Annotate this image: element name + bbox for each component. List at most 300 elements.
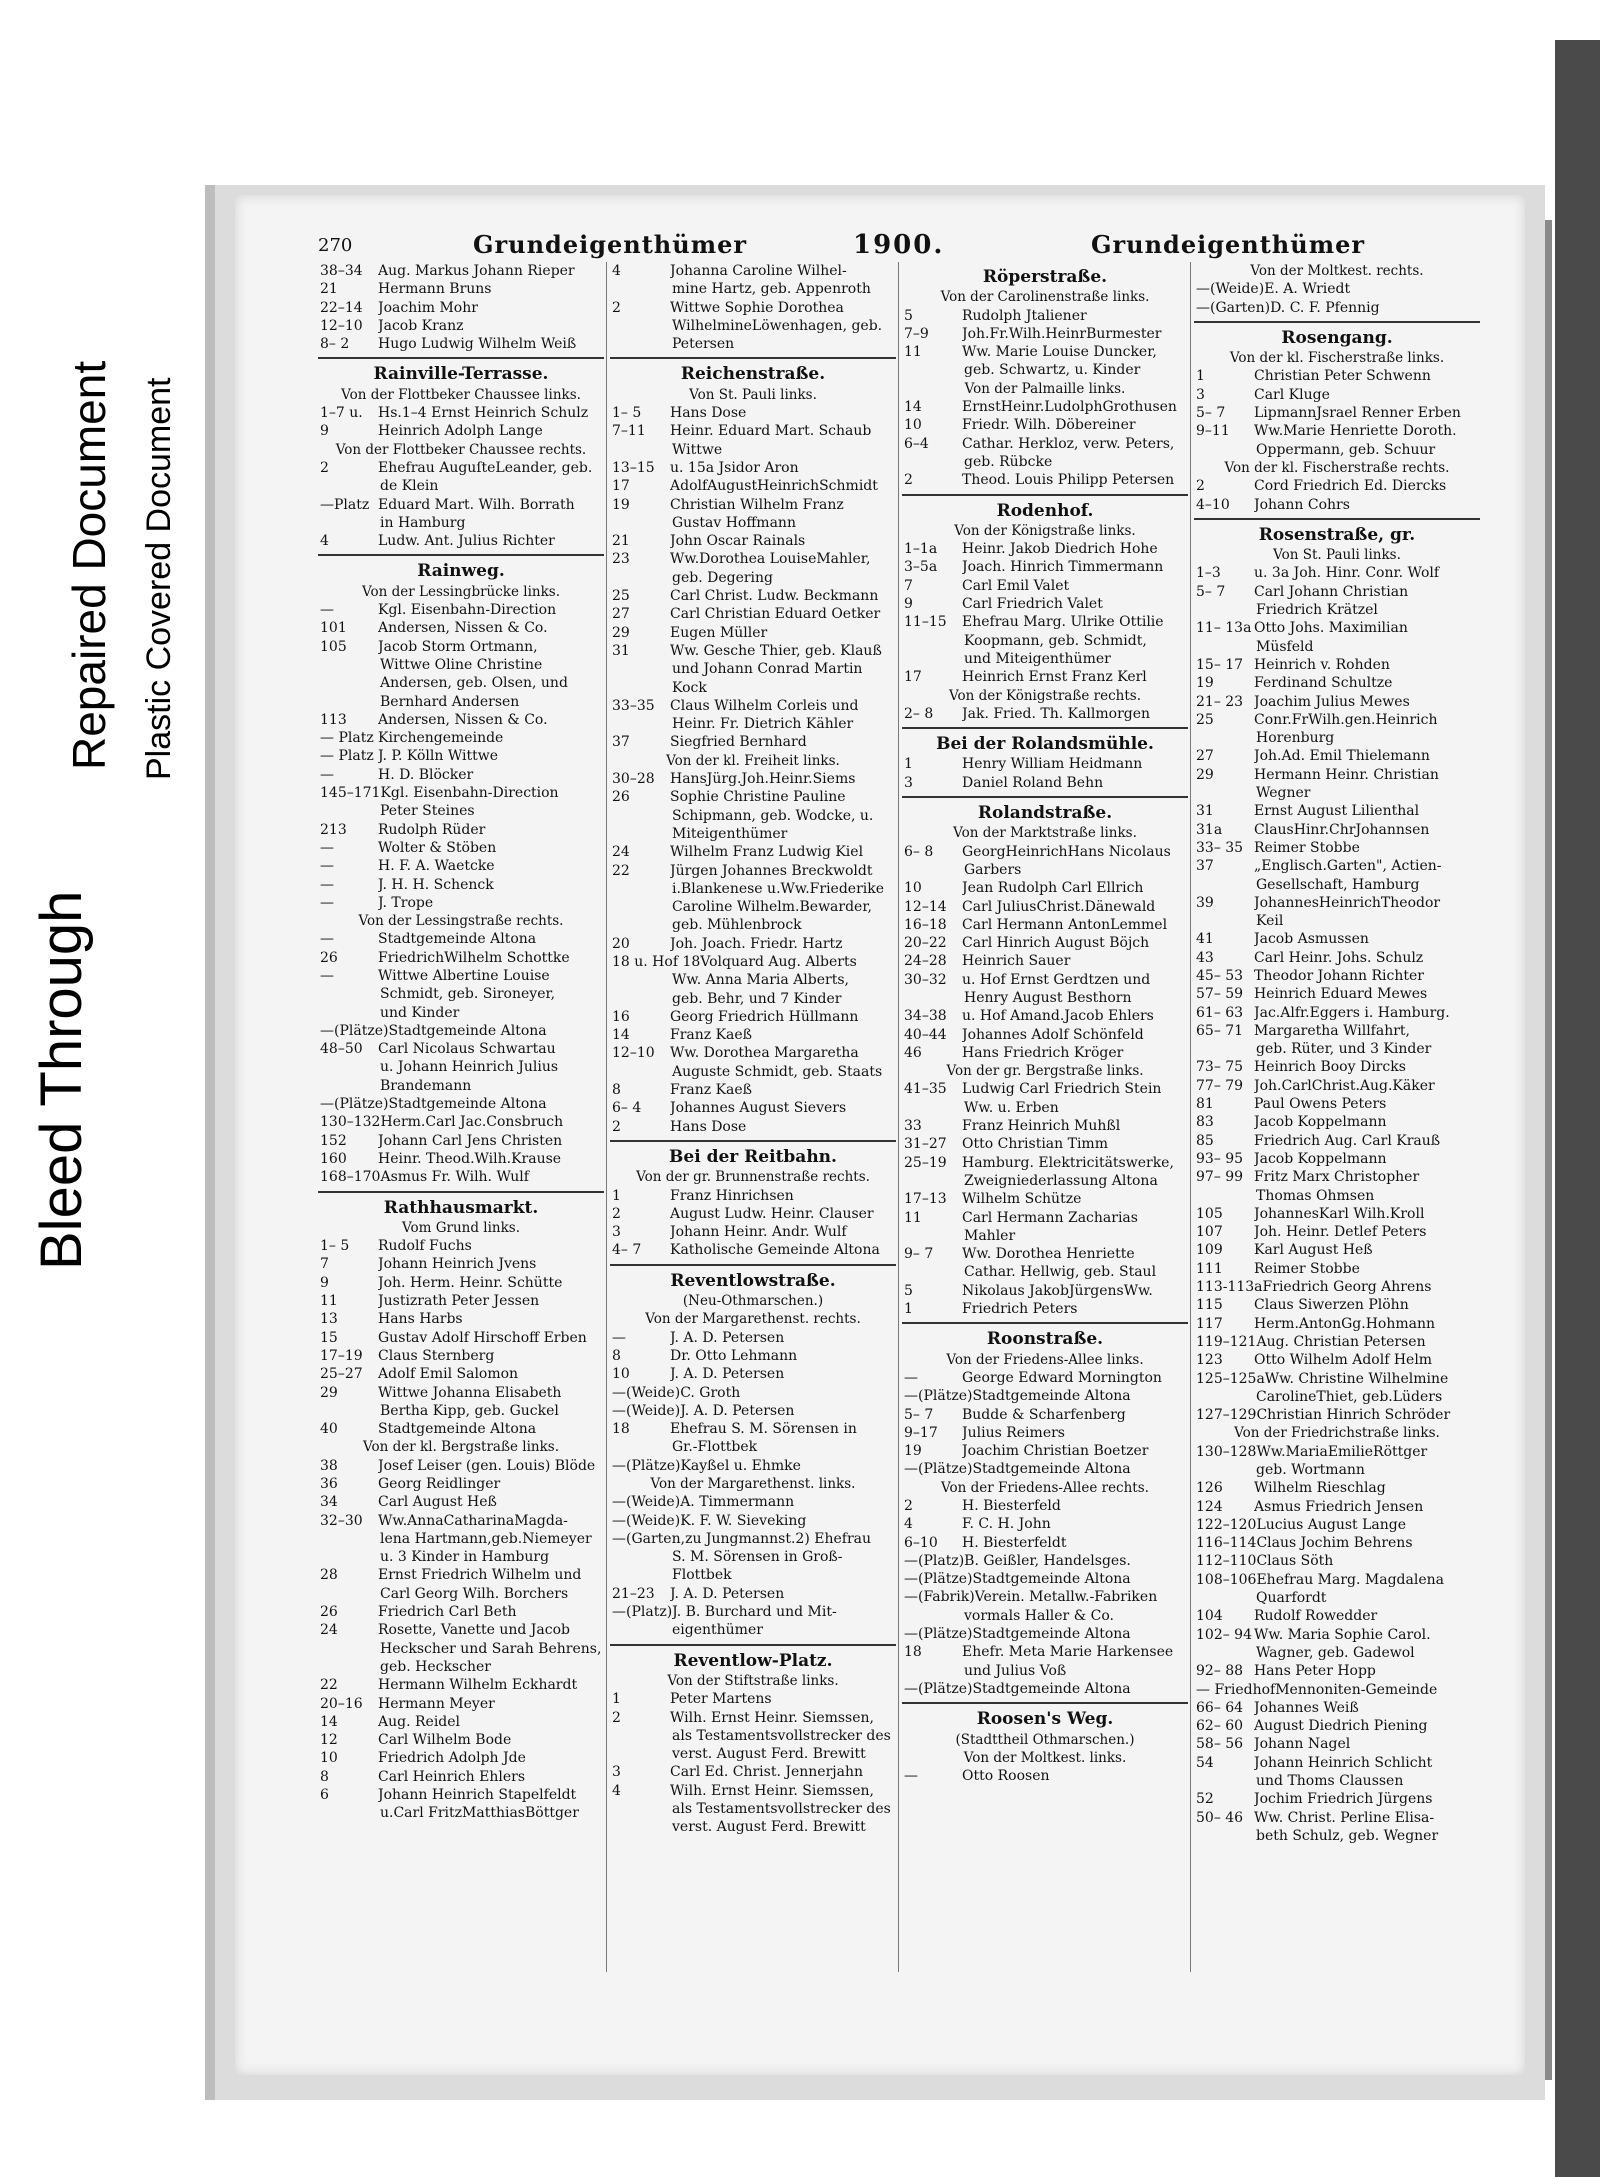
owner-entry	[902, 1282, 1188, 1300]
house-number: 9	[320, 423, 329, 440]
section-rule	[318, 1191, 604, 1193]
owner-name: A. Timmermann	[680, 1494, 795, 1511]
owner-name: Kirchengemeinde	[378, 730, 504, 747]
house-number: 2	[612, 1118, 621, 1135]
owner-name: Christian Wilhelm Franz	[670, 496, 844, 513]
house-number: 10	[320, 1750, 338, 1767]
owner-entry	[1194, 1735, 1480, 1753]
owner-entry	[318, 784, 604, 802]
house-number: 130–132	[320, 1114, 381, 1131]
owner-entry	[902, 1424, 1188, 1442]
entry-continuation: geb. Rüter, und 3 Kinder	[1256, 1041, 1432, 1058]
owner-name: Ww.AnnaCatharinaMagda-	[378, 1512, 568, 1529]
owner-entry	[902, 1497, 1188, 1515]
owner-name: Dr. Otto Lehmann	[670, 1347, 798, 1364]
owner-entry	[902, 755, 1188, 773]
owner-entry	[610, 587, 896, 605]
owner-name: Johann Heinrich Jvens	[378, 1256, 537, 1273]
column-1	[318, 262, 604, 1823]
house-number: 31–27	[904, 1136, 947, 1153]
house-number: —(Weide)	[612, 1494, 681, 1511]
owner-name: H. F. A. Waetcke	[378, 858, 495, 875]
entry-continuation: u. Johann Heinrich Julius	[380, 1059, 559, 1076]
owner-entry	[902, 325, 1188, 343]
owner-entry	[902, 540, 1188, 558]
label-repaired-document: Repaired Document	[63, 360, 115, 770]
owner-entry	[1194, 1626, 1480, 1644]
owner-entry	[902, 471, 1188, 489]
owner-name: Friedrich Carl Beth	[378, 1604, 517, 1621]
entry-continuation: Henry August Besthorn	[964, 989, 1132, 1006]
house-number: 25–27	[320, 1366, 363, 1383]
house-number: —(Weide)	[1196, 281, 1265, 298]
entry-continuation: Miteigenthümer	[672, 825, 788, 842]
owner-entry	[610, 404, 896, 422]
owner-name: Wilh. Ernst Heinr. Siemssen,	[670, 1782, 874, 1799]
owner-name: Adolf Emil Salomon	[378, 1366, 519, 1383]
house-number: 10	[904, 417, 922, 434]
owner-name: Jochim Friedrich Jürgens	[1254, 1791, 1433, 1808]
owner-entry	[902, 343, 1188, 361]
house-number: 9– 7	[904, 1246, 934, 1263]
owner-name: Kayßel u. Ehmke	[680, 1457, 801, 1474]
owner-entry	[1194, 280, 1480, 298]
owner-name: Jak. Fried. Th. Kallmorgen	[962, 705, 1151, 722]
owner-name: Margaretha Willfahrt,	[1254, 1022, 1410, 1039]
owner-entry	[318, 1749, 604, 1767]
owner-entry	[318, 638, 604, 656]
house-number: 1– 5	[612, 405, 642, 422]
owner-name: Franz Hinrichsen	[670, 1187, 794, 1204]
owner-entry	[902, 613, 1188, 631]
house-number: —	[320, 602, 334, 619]
owner-name: Joh.Ad. Emil Thielemann	[1254, 748, 1430, 765]
house-number: 41	[1196, 931, 1214, 948]
owner-entry	[610, 1099, 896, 1117]
owner-name: J. H. H. Schenck	[378, 876, 494, 893]
owner-name: Heinrich Sauer	[962, 953, 1071, 970]
owner-name: J. A. D. Petersen	[670, 1329, 785, 1346]
house-number: 1–7 u.	[320, 405, 363, 422]
house-number: 16–18	[904, 916, 947, 933]
owner-entry	[610, 1585, 896, 1603]
owner-entry	[1194, 949, 1480, 967]
owner-name: Julius Reimers	[962, 1424, 1065, 1441]
owner-name: Hermann Bruns	[378, 281, 492, 298]
owner-name: Johannes August Sievers	[670, 1100, 847, 1117]
owner-entry	[1194, 1699, 1480, 1717]
owner-name: Hermann Meyer	[378, 1695, 495, 1712]
owner-name: Carl JuliusChrist.Dänewald	[962, 898, 1156, 915]
owner-name: Mennoniten-Gemeinde	[1275, 1681, 1438, 1698]
owner-entry	[902, 595, 1188, 613]
entry-continuation: vormals Haller & Co.	[964, 1607, 1114, 1624]
house-number: —(Plätze)	[320, 1022, 389, 1039]
section-subheading: Von der Flottbeker Chaussee links.	[341, 386, 581, 403]
owner-name: H. D. Blöcker	[378, 766, 474, 783]
owner-entry	[1194, 299, 1480, 317]
owner-name: Herm.AntonGg.Hohmann	[1254, 1315, 1436, 1332]
owner-entry	[1194, 1168, 1480, 1186]
owner-name: Jean Rudolph Carl Ellrich	[962, 880, 1144, 897]
owner-entry	[318, 1603, 604, 1621]
street-heading: Roosen's Weg.	[976, 1709, 1114, 1730]
column-divider	[1190, 262, 1191, 1972]
owner-entry	[902, 435, 1188, 453]
entry-continuation: S. M. Sörensen in Groß-	[672, 1549, 843, 1566]
house-number: 31	[1196, 803, 1214, 820]
owner-name: Heinr. Theod.Wilh.Krause	[378, 1150, 562, 1167]
owner-entry	[1194, 839, 1480, 857]
owner-entry	[1194, 656, 1480, 674]
house-number: 38–34	[320, 263, 363, 279]
owner-name: u. 15a Jsidor Aron	[670, 459, 799, 476]
section-subheading: Von der Friedens-Allee links.	[946, 1351, 1144, 1368]
owner-name: H. Biesterfeld	[962, 1498, 1061, 1514]
house-number: 105	[1196, 1205, 1223, 1222]
house-number: 33–35	[612, 697, 655, 714]
owner-entry	[902, 1767, 1188, 1785]
owner-name: Jacob Storm Ortmann,	[378, 638, 538, 655]
owner-entry	[902, 1515, 1188, 1533]
owner-entry	[318, 821, 604, 839]
house-number: 119–121	[1196, 1333, 1257, 1350]
entry-continuation: und Kinder	[380, 1004, 460, 1021]
entry-continuation: Bertha Kipp, geb. Guckel	[380, 1402, 559, 1419]
house-number: 19	[904, 1443, 922, 1460]
owner-entry	[902, 952, 1188, 970]
house-number: 14	[904, 399, 922, 416]
owner-name: Johann Nagel	[1254, 1736, 1351, 1753]
house-number: —(Plätze)	[904, 1571, 973, 1588]
owner-name: Georg Friedrich Hüllmann	[670, 1008, 859, 1025]
house-number: 2	[904, 1498, 913, 1514]
house-number: 40–44	[904, 1026, 947, 1043]
house-number: —(Weide)	[612, 1512, 681, 1529]
house-number: 39	[1196, 894, 1214, 911]
house-number: 43	[1196, 949, 1214, 966]
column-divider	[898, 262, 899, 1972]
owner-name: Ww. Christine Wilhelmine	[1264, 1370, 1449, 1387]
owner-entry	[610, 862, 896, 880]
owner-entry	[318, 1493, 604, 1511]
entry-continuation: Petersen	[672, 336, 735, 353]
entry-continuation: Kock	[672, 679, 707, 696]
house-number: 92– 88	[1196, 1663, 1244, 1680]
owner-entry	[902, 416, 1188, 434]
owner-name: Hans Friedrich Kröger	[962, 1044, 1124, 1061]
owner-name: Kgl. Eisenbahn-Direction	[378, 602, 557, 619]
house-number: 11–15	[904, 614, 947, 631]
owner-name: Joachim Christian Boetzer	[962, 1443, 1149, 1460]
entry-continuation: geb. Schwartz, u. Kinder	[964, 362, 1141, 379]
owner-entry	[1194, 1717, 1480, 1735]
owner-name: Carl Wilhelm Bode	[378, 1732, 512, 1749]
section-rule	[318, 554, 604, 556]
owner-name: Hans Peter Hopp	[1254, 1663, 1376, 1680]
house-number: 130–128	[1196, 1443, 1257, 1460]
house-number: 115	[1196, 1297, 1223, 1314]
owner-entry	[318, 1095, 604, 1113]
owner-entry	[318, 601, 604, 619]
owner-name: Jac.Alfr.Eggers i. Hamburg.	[1254, 1004, 1450, 1021]
section-rule	[1194, 518, 1480, 520]
house-number: 41–35	[904, 1081, 947, 1098]
owner-entry	[610, 459, 896, 477]
house-number: 111	[1196, 1260, 1223, 1277]
owner-entry	[610, 1187, 896, 1205]
house-number: 20–22	[904, 935, 947, 952]
house-number: 3–5a	[904, 559, 938, 576]
owner-entry	[1194, 1479, 1480, 1497]
house-number: 20	[612, 935, 630, 952]
owner-name: Wilhelm Rieschlag	[1254, 1480, 1386, 1497]
entry-continuation: Oppermann, geb. Schuur	[1256, 441, 1436, 458]
owner-name: Herm.Carl Jac.Consbruch	[380, 1114, 564, 1131]
owner-entry	[1194, 1406, 1480, 1424]
section-subheading: (Neu-Othmarschen.)	[682, 1293, 824, 1310]
owner-name: Josef Leiser (gen. Louis) Blöde	[378, 1457, 596, 1474]
owner-name: Cord Friedrich Ed. Diercks	[1254, 478, 1447, 495]
house-number: 8	[612, 1347, 621, 1364]
owner-entry	[1194, 386, 1480, 404]
house-number: 6–10	[904, 1534, 938, 1551]
owner-name: J. A. D. Petersen	[670, 1585, 785, 1602]
owner-name: Franz Kaeß	[670, 1082, 753, 1099]
house-number: —(Plätze)	[904, 1388, 973, 1405]
house-number: 5– 7	[904, 1406, 934, 1423]
entry-continuation: Heckscher und Sarah Behrens,	[380, 1640, 602, 1657]
owner-entry	[610, 1690, 896, 1708]
owner-name: Cathar. Herkloz, verw. Peters,	[962, 435, 1175, 452]
owner-name: Carl Nicolaus Schwartau	[378, 1041, 556, 1058]
owner-entry	[1194, 930, 1480, 948]
house-number: 1	[612, 1187, 621, 1204]
label-bleed-through: Bleed Through	[29, 890, 94, 1270]
owner-name: Ferdinand Schultze	[1254, 675, 1393, 692]
entry-continuation: Quarfordt	[1256, 1590, 1327, 1607]
owner-name: Stadtgemeinde Altona	[972, 1461, 1131, 1478]
owner-name: Stadtgemeinde Altona	[378, 1421, 537, 1438]
owner-entry	[610, 1044, 896, 1062]
house-number: 5– 7	[1196, 583, 1226, 600]
street-heading: Reventlow-Platz.	[673, 1650, 833, 1671]
house-number: 7–11	[612, 423, 646, 440]
owner-name: Ehefrau AuguſteLeander, geb.	[378, 459, 593, 476]
section-subheading: Von der Moltkest. links.	[963, 1749, 1127, 1766]
owner-entry	[1194, 1552, 1480, 1570]
house-number: 24–28	[904, 953, 947, 970]
entry-continuation: beth Schulz, geb. Wegner	[1256, 1827, 1439, 1844]
street-heading: Roonstraße.	[986, 1329, 1104, 1350]
house-number: 102– 94	[1196, 1626, 1252, 1643]
section-subheading: Von der Margarethenst. rechts.	[645, 1311, 861, 1328]
owner-entry	[902, 1643, 1188, 1661]
house-number: 20–16	[320, 1695, 363, 1712]
entry-continuation: Caroline Wilhelm.Bewarder,	[672, 899, 872, 916]
owner-entry	[610, 1763, 896, 1781]
owner-entry	[902, 1387, 1188, 1405]
owner-name: Justizrath Peter Jessen	[378, 1293, 540, 1310]
owner-name: u. 3a Joh. Hinr. Conr. Wolf	[1254, 565, 1440, 582]
house-number: —	[320, 876, 334, 893]
owner-name: Johannes Adolf Schönfeld	[962, 1026, 1144, 1043]
house-number: 9	[320, 1274, 329, 1291]
house-number: 27	[1196, 748, 1214, 765]
house-number: 14	[320, 1713, 338, 1730]
owner-name: Ww. Christ. Perline Elisa-	[1254, 1809, 1435, 1826]
house-number: 1	[904, 1301, 913, 1318]
house-number: 4– 7	[612, 1242, 642, 1259]
owner-name: Aug. Reidel	[378, 1713, 461, 1730]
entry-continuation: u.Carl FritzMatthiasBöttger	[380, 1805, 579, 1822]
house-number: 12–10	[612, 1045, 655, 1062]
street-heading: Röperstraße.	[982, 267, 1108, 287]
column-3	[902, 262, 1188, 1785]
owner-entry	[318, 262, 604, 280]
entry-continuation: geb. Behr, und 7 Kinder	[672, 990, 842, 1007]
owner-entry	[902, 398, 1188, 416]
owner-name: August Diedrich Piening	[1254, 1718, 1428, 1735]
owner-entry	[318, 747, 604, 765]
owner-name: Carl Friedrich Valet	[962, 596, 1103, 613]
house-number: 15– 17	[1196, 656, 1244, 673]
owner-entry	[902, 558, 1188, 576]
house-number: 37	[612, 734, 630, 751]
house-number: 4	[320, 533, 329, 550]
owner-name: Heinrich Eduard Mewes	[1254, 986, 1428, 1003]
owner-entry	[902, 1044, 1188, 1062]
owner-name: Otto Roosen	[962, 1768, 1050, 1785]
owner-entry	[1194, 857, 1480, 875]
owner-name: Carl Emil Valet	[962, 577, 1070, 594]
owner-entry	[1194, 894, 1480, 912]
owner-entry	[902, 1300, 1188, 1318]
entry-continuation: Schipmann, geb. Wodcke, u.	[672, 807, 874, 824]
entry-continuation: Wegner	[1256, 785, 1311, 802]
owner-name: Carl Kluge	[1254, 386, 1330, 403]
house-number: 6– 4	[612, 1100, 642, 1117]
owner-entry	[318, 876, 604, 894]
house-number: 9–17	[904, 1424, 938, 1441]
owner-entry	[1194, 477, 1480, 495]
section-subheading: (Stadttheil Othmarschen.)	[955, 1731, 1135, 1748]
owner-entry	[902, 1117, 1188, 1135]
entry-continuation: Thomas Ohmsen	[1256, 1187, 1375, 1204]
section-rule	[610, 1264, 896, 1266]
house-number: 117	[1196, 1315, 1223, 1332]
owner-entry	[902, 1460, 1188, 1478]
entry-continuation: u. 3 Kinder in Hamburg	[380, 1549, 550, 1566]
owner-name: Ehefrau Marg. Ulrike Ottilie	[962, 614, 1164, 631]
owner-name: Hans Dose	[670, 1118, 747, 1135]
owner-entry	[1194, 766, 1480, 784]
owner-name: Carl Ed. Christ. Jennerjahn	[670, 1764, 863, 1781]
owner-name: Joach. Hinrich Timmermann	[962, 559, 1164, 576]
house-number: —	[320, 894, 334, 911]
entry-continuation: verst. August Ferd. Brewitt	[672, 1746, 866, 1763]
section-subheading: Von der Margarethenst. links.	[650, 1476, 856, 1492]
house-number: 4–10	[1196, 496, 1230, 513]
owner-name: Theod. Louis Philipp Petersen	[962, 472, 1175, 489]
owner-entry	[1194, 1095, 1480, 1113]
owner-entry	[318, 459, 604, 477]
owner-entry	[318, 1168, 604, 1186]
house-number: 126	[1196, 1480, 1223, 1497]
owner-name: Ww. Gesche Thier, geb. Klauß	[670, 642, 882, 659]
owner-name: Ehefrau Marg. Magdalena	[1256, 1571, 1444, 1588]
owner-name: John Oscar Rainals	[670, 533, 806, 550]
owner-entry	[902, 1080, 1188, 1098]
column-4	[1194, 262, 1480, 1845]
house-number: 45– 53	[1196, 967, 1244, 984]
house-number: 160	[320, 1150, 347, 1167]
owner-name: Wilh. Ernst Heinr. Siemssen,	[670, 1709, 874, 1726]
house-number: 8– 2	[320, 336, 350, 353]
owner-name: Budde & Scharfenberg	[962, 1406, 1126, 1423]
owner-name: Theodor Johann Richter	[1254, 967, 1424, 984]
house-number: 27	[612, 606, 630, 623]
owner-entry	[1194, 1681, 1480, 1699]
owner-name: Ehefrau S. M. Sörensen in	[670, 1421, 857, 1438]
owner-entry	[610, 1008, 896, 1026]
entry-continuation: Horenburg	[1256, 730, 1335, 747]
house-number: 22	[612, 862, 630, 879]
owner-name: Claus Sternberg	[378, 1347, 495, 1364]
owner-entry	[1194, 1333, 1480, 1351]
entry-continuation: Cathar. Hellwig, geb. Staul	[964, 1264, 1157, 1281]
house-number: 25	[1196, 711, 1214, 728]
house-number: —(Plätze)	[612, 1457, 681, 1474]
owner-entry	[1194, 1443, 1480, 1461]
house-number: 116–114	[1196, 1535, 1257, 1552]
house-number: 5– 7	[1196, 405, 1226, 422]
owner-name: Carl Heinrich Ehlers	[378, 1768, 526, 1785]
owner-name: Friedrich Adolph Jde	[378, 1750, 526, 1767]
house-number: 31	[612, 642, 630, 659]
house-number: 12–10	[320, 317, 363, 334]
section-subheading: Von der Königstraße rechts.	[949, 687, 1141, 704]
house-number: —(Plätze)	[904, 1680, 973, 1697]
owner-entry	[610, 1709, 896, 1727]
section-subheading: Von der kl. Fischerstraße links.	[1229, 350, 1445, 367]
owner-entry	[610, 1512, 896, 1530]
house-number: —(Plätze)	[320, 1096, 389, 1113]
house-number: 113-113a	[1196, 1279, 1263, 1296]
owner-name: u. Hof Amand.Jacob Ehlers	[962, 1008, 1154, 1025]
owner-entry	[318, 1113, 604, 1131]
owner-entry	[1194, 564, 1480, 582]
house-number: 8	[320, 1768, 329, 1785]
entry-continuation: Wittwe	[672, 441, 723, 458]
owner-name: Otto Christian Timm	[962, 1136, 1108, 1153]
entry-continuation: und Miteigenthümer	[964, 650, 1111, 667]
house-number: 112–110	[1196, 1553, 1257, 1570]
owner-entry	[1194, 1223, 1480, 1241]
owner-entry	[1194, 674, 1480, 692]
owner-name: Jacob Koppelmann	[1254, 1150, 1387, 1167]
owner-entry	[318, 967, 604, 985]
house-number: —	[320, 766, 334, 783]
owner-name: Wittwe Sophie Dorothea	[670, 299, 844, 316]
house-number: 145–171	[320, 785, 381, 802]
owner-name: Carl August Heß	[378, 1494, 497, 1511]
house-number: 124	[1196, 1498, 1223, 1515]
entry-continuation: Ww. Anna Maria Alberts,	[672, 972, 849, 989]
owner-entry	[902, 1209, 1188, 1227]
owner-name: Rudolf Fuchs	[378, 1238, 472, 1255]
owner-name: J. A. D. Petersen	[680, 1402, 795, 1419]
